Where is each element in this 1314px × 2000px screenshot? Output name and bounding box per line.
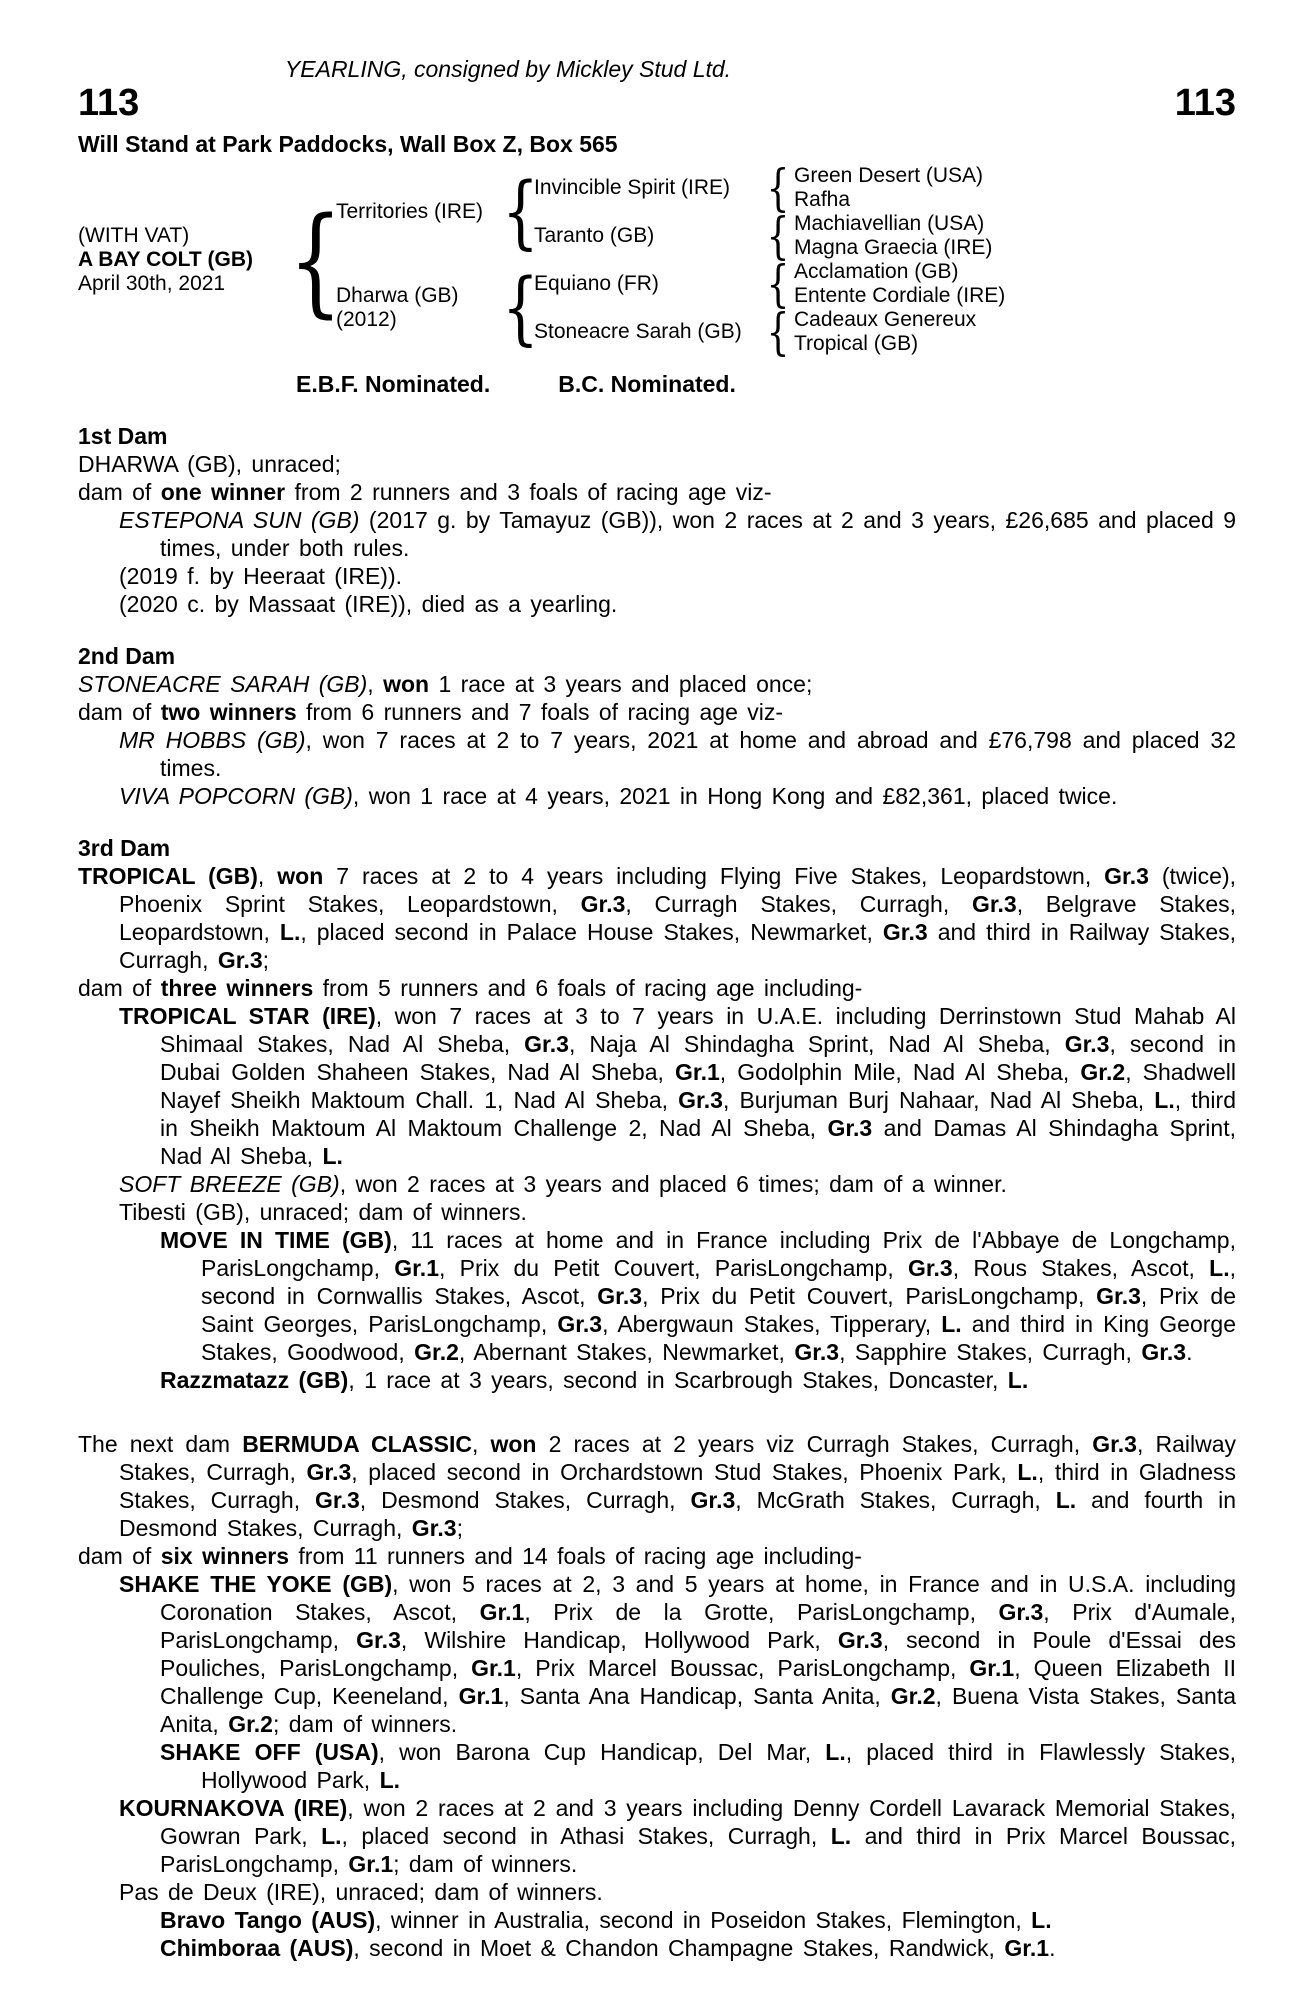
text-run: , won 1 race at 4 years, 2021 in Hong Kong and £82,361, placed twice. — [352, 783, 1118, 809]
brace-sire-sire — [762, 159, 794, 217]
text-run: , Prix du Petit Couvert, ParisLongchamp, — [642, 1283, 1097, 1309]
text-run: Gr.3 — [1092, 1431, 1137, 1457]
text-run: , Belgrave Stakes, Leopardstown, — [119, 891, 1236, 945]
text-run: Gr.3 — [678, 1087, 723, 1113]
text-run: Gr.1 — [969, 1655, 1015, 1681]
text-run: Gr.3 — [998, 1599, 1044, 1625]
text-run: STONEACRE SARAH (GB) — [78, 671, 368, 697]
text-run: L. — [321, 1823, 342, 1849]
pedigree-sections — [78, 422, 1236, 1962]
text-run: , placed third in Flawlessly Stakes, Hollywood Park, — [201, 1739, 1236, 1793]
dam-section — [78, 1430, 1236, 1962]
dam-sire-name: Equiano (FR) — [534, 272, 659, 295]
text-run: , Prix de Saint Georges, ParisLongchamp, — [201, 1283, 1236, 1337]
pedigree-paragraph — [78, 1170, 1236, 1198]
great-granddam: Rafha — [794, 188, 851, 211]
text-run: (2019 f. by Heeraat (IRE)). — [119, 563, 402, 589]
text-run: TROPICAL (GB) — [78, 863, 258, 889]
text-run: Gr.2 — [228, 1711, 273, 1737]
pedigree-paragraph — [78, 1542, 1236, 1570]
brace-dam-dam — [762, 303, 794, 361]
text-run: Gr.3 — [827, 1115, 873, 1141]
text-run: L. — [322, 1143, 343, 1169]
text-run: Gr.2 — [1080, 1059, 1126, 1085]
dam-dam-name: Stoneacre Sarah (GB) — [534, 320, 742, 343]
brace-dam-sire — [762, 255, 794, 313]
text-run: , McGrath Stakes, Curragh, — [735, 1487, 1056, 1513]
pedigree-paragraph — [78, 478, 1236, 506]
great-grandsire: Machiavellian (USA) — [794, 212, 985, 235]
text-run: dam of — [78, 699, 161, 725]
text-run: Gr.1 — [1004, 1935, 1050, 1961]
text-run: , Sapphire Stakes, Curragh, — [839, 1339, 1142, 1365]
grandparent-pair — [794, 164, 1236, 212]
dam-heading: 3rd Dam — [78, 835, 171, 861]
text-run: , Queen Elizabeth II Challenge Cup, Keeneland, — [160, 1655, 1237, 1709]
text-run: L. — [1031, 1907, 1052, 1933]
lot-number-right: 113 — [1174, 82, 1236, 124]
brace-sire-dam — [762, 207, 794, 265]
text-run: , Rous Stakes, Ascot, — [952, 1255, 1210, 1281]
text-run: , placed second in Athasi Stakes, Curragh, — [341, 1823, 831, 1849]
text-run: , Abernant Stakes, Newmarket, — [458, 1339, 795, 1365]
text-run: , 1 race at 3 years, second in Scarbrough Stakes, Doncaster, — [348, 1367, 1008, 1393]
pedigree-paragraph — [78, 1570, 1236, 1738]
text-run: , won 2 races at 2 and 3 years including Denny Cordell Lavarack Memorial Stakes, Gowran Park, — [160, 1795, 1236, 1849]
text-run: Gr.3 — [597, 1283, 643, 1309]
bc-nomination: B.C. Nominated. — [558, 371, 736, 397]
text-run: , Shadwell Nayef Sheikh Maktoum Chall. 1, Nad Al Sheba, — [160, 1059, 1237, 1113]
text-run: dam of — [78, 479, 161, 505]
pedigree-paragraph — [78, 726, 1236, 782]
text-run: Gr.3 — [971, 891, 1017, 917]
text-run: , won 5 races at 2, 3 and 5 years at home, in France and in U.S.A. including Coronation Stakes, Ascot, — [160, 1571, 1236, 1625]
text-run: , winner in Australia, second in Poseidon Stakes, Flemington, — [375, 1907, 1032, 1933]
text-run: MOVE IN TIME (GB) — [160, 1227, 392, 1253]
text-run: Gr.3 — [411, 1515, 457, 1541]
text-run: L. — [941, 1311, 962, 1337]
text-run: , Prix du Petit Couvert, ParisLongchamp, — [439, 1255, 908, 1281]
stand-location: Will Stand at Park Paddocks, Wall Box Z, Box 565 — [78, 131, 618, 157]
text-run: won — [383, 671, 430, 697]
text-run: L. — [1017, 1459, 1038, 1485]
brace-glyph: { — [766, 303, 790, 361]
text-run: ; — [262, 947, 270, 973]
pedigree-paragraph — [78, 974, 1236, 1002]
text-run: , Desmond Stakes, Curragh, — [359, 1487, 691, 1513]
consignor-line: YEARLING, consigned by Mickley Stud Ltd. — [284, 56, 732, 82]
text-run: and third in King George Stakes, Goodwood, — [201, 1311, 1236, 1365]
pedigree-paragraph — [78, 1906, 1236, 1934]
text-run: Gr.1 — [348, 1851, 394, 1877]
text-run: , second in Dubai Golden Shaheen Stakes, Nad Al Sheba, — [160, 1031, 1236, 1085]
text-run: from 11 runners and 14 foals of racing age including- — [289, 1543, 862, 1569]
text-run: SOFT BREEZE (GB) — [119, 1171, 340, 1197]
text-run: Gr.3 — [356, 1627, 401, 1653]
text-run: Razzmatazz (GB) — [160, 1367, 349, 1393]
text-run: Gr.3 — [315, 1487, 360, 1513]
text-run: Gr.3 — [794, 1339, 840, 1365]
dam-year: (2012) — [336, 308, 397, 331]
brace-glyph: { — [766, 255, 790, 313]
pedigree-paragraph — [78, 1934, 1236, 1962]
text-run: L. — [379, 1767, 401, 1793]
text-run: L. — [830, 1823, 852, 1849]
text-run: , Prix de la Grotte, ParisLongchamp, — [524, 1599, 999, 1625]
grandparent-pair — [794, 260, 1236, 308]
ebf-nomination: E.B.F. Nominated. — [296, 371, 491, 397]
colt-details — [78, 164, 296, 356]
text-run: , Santa Ana Handicap, Santa Anita, — [503, 1683, 891, 1709]
text-run: . — [1049, 1935, 1056, 1961]
text-run: L. — [1154, 1087, 1175, 1113]
text-run: . — [1186, 1339, 1193, 1365]
text-run: , won 7 races at 2 to 7 years, 2021 at home and abroad and £76,798 and placed 32 times. — [160, 727, 1236, 781]
text-run: , second in Poule d'Essai des Pouliches, ParisLongchamp, — [160, 1627, 1236, 1681]
text-run: Gr.3 — [217, 947, 263, 973]
dam-cell — [336, 260, 506, 356]
text-run: Pas de Deux (IRE), unraced; dam of winners. — [119, 1879, 603, 1905]
text-run: MR HOBBS (GB) — [119, 727, 306, 753]
brace-glyph: { — [766, 159, 790, 217]
brace-main — [288, 164, 344, 356]
text-run: SHAKE THE YOKE (GB) — [119, 1571, 393, 1597]
text-run: (2020 c. by Massaat (IRE)), died as a yearling. — [119, 591, 618, 617]
text-run: Gr.1 — [458, 1683, 504, 1709]
text-run: Gr.3 — [907, 1255, 953, 1281]
dam-heading: 1st Dam — [78, 423, 168, 449]
text-run: L. — [279, 919, 301, 945]
text-run: Gr.1 — [479, 1599, 525, 1625]
text-run: , 11 races at home and in France including Prix de l'Abbaye de Longchamp, ParisLongchamp, — [201, 1227, 1236, 1281]
brace-glyph: { — [288, 191, 344, 329]
text-run: DHARWA (GB), unraced; — [78, 451, 341, 477]
text-run: from 6 runners and 7 foals of racing age viz- — [296, 699, 784, 725]
text-run: , Abergwaun Stakes, Tipperary, — [602, 1311, 942, 1337]
great-granddam: Tropical (GB) — [794, 332, 919, 355]
text-run: ; — [456, 1515, 463, 1541]
text-run: Gr.3 — [1096, 1283, 1141, 1309]
brace-glyph: { — [766, 207, 790, 265]
brace-glyph: { — [501, 165, 539, 258]
pedigree-paragraph — [78, 1366, 1236, 1394]
brace-glyph: { — [501, 261, 539, 354]
great-granddam: Magna Graecia (IRE) — [794, 236, 993, 259]
text-run: Gr.3 — [306, 1459, 352, 1485]
text-run: ; dam of winners. — [272, 1711, 458, 1737]
grandparent-pair — [794, 212, 1236, 260]
text-run: , Godolphin Mile, Nad Al Sheba, — [719, 1059, 1081, 1085]
text-run: , Prix Marcel Boussac, ParisLongchamp, — [515, 1655, 970, 1681]
dam-section — [78, 422, 1236, 618]
text-run: , won 7 races at 3 to 7 years in U.A.E. including Derrinstown Stud Mahab Al Shimaal Stakes, Nad Al Sheba, — [160, 1003, 1236, 1057]
lot-number-row — [78, 84, 1236, 122]
text-run: won — [490, 1431, 537, 1457]
text-run: dam of — [78, 975, 161, 1001]
text-run: (twice), Phoenix Sprint Stakes, Leopardstown, — [119, 863, 1237, 917]
text-run: Gr.3 — [1141, 1339, 1187, 1365]
text-run: Gr.3 — [557, 1311, 603, 1337]
brace-dam — [501, 260, 539, 356]
vat-note: (WITH VAT) — [78, 224, 190, 247]
text-run: , — [367, 671, 384, 697]
text-run: six winners — [160, 1543, 289, 1569]
text-run: 7 races at 2 to 4 years including Flying Five Stakes, Leopardstown, — [323, 863, 1105, 889]
text-run: L. — [825, 1739, 846, 1765]
text-run: (2017 g. by Tamayuz (GB)), won 2 races at 2 and 3 years, £26,685 and placed 9 times, under both rules. — [160, 507, 1236, 561]
pedigree-paragraph — [78, 1430, 1236, 1542]
text-run: and third in Prix Marcel Boussac, ParisLongchamp, — [160, 1823, 1237, 1877]
pedigree-paragraph — [78, 862, 1236, 974]
dam-sire-cell — [534, 260, 762, 308]
text-run: , Burjuman Burj Nahaar, Nad Al Sheba, — [722, 1087, 1155, 1113]
dam-dam-cell — [534, 308, 762, 356]
text-run: , third in Gladness Stakes, Curragh, — [119, 1459, 1236, 1513]
text-run: Gr.3 — [882, 919, 928, 945]
pedigree-paragraph — [78, 1226, 1236, 1366]
pedigree-paragraph — [78, 562, 1236, 590]
text-run: and fourth in Desmond Stakes, Curragh, — [119, 1487, 1237, 1541]
brace-sire — [501, 164, 539, 260]
pedigree-paragraph — [78, 1198, 1236, 1226]
text-run: one winner — [160, 479, 286, 505]
text-run: , Prix d'Aumale, ParisLongchamp, — [160, 1599, 1236, 1653]
foaling-date: April 30th, 2021 — [78, 272, 226, 295]
text-run: three winners — [160, 975, 314, 1001]
text-run: from 5 runners and 6 foals of racing age including- — [313, 975, 863, 1001]
text-run: , — [257, 863, 278, 889]
sire-sire-name: Invincible Spirit (IRE) — [534, 176, 731, 199]
great-granddam: Entente Cordiale (IRE) — [794, 284, 1006, 307]
sire-dam-cell — [534, 212, 762, 260]
text-run: Gr.1 — [471, 1655, 516, 1681]
text-run: TROPICAL STAR (IRE) — [119, 1003, 376, 1029]
text-run: , Wilshire Handicap, Hollywood Park, — [400, 1627, 838, 1653]
pedigree-paragraph — [78, 698, 1236, 726]
sire-cell — [336, 164, 506, 260]
text-run: Gr.3 — [837, 1627, 883, 1653]
text-run: Gr.3 — [1104, 863, 1149, 889]
dam-heading: 2nd Dam — [78, 643, 176, 669]
text-run: , won 2 races at 3 years and placed 6 times; dam of a winner. — [339, 1171, 1007, 1197]
text-run: , Curragh Stakes, Curragh, — [625, 891, 972, 917]
text-run: SHAKE OFF (USA) — [160, 1739, 379, 1765]
pedigree-paragraph — [78, 782, 1236, 810]
text-run: ; dam of winners. — [393, 1851, 578, 1877]
lot-number-left: 113 — [78, 82, 140, 124]
text-run: Gr.1 — [394, 1255, 439, 1281]
text-run: , Buena Vista Stakes, Santa Anita, — [160, 1683, 1237, 1737]
text-run: KOURNAKOVA (IRE) — [119, 1795, 348, 1821]
dam-section — [78, 834, 1236, 1394]
text-run: Gr.3 — [580, 891, 626, 917]
sire-name: Territories (IRE) — [336, 200, 484, 223]
pedigree-paragraph — [78, 1794, 1236, 1878]
nominations-line — [78, 370, 1236, 398]
pedigree-table — [78, 159, 1236, 361]
text-run: VIVA POPCORN (GB) — [119, 783, 353, 809]
pedigree-paragraph — [78, 1002, 1236, 1170]
text-run: L. — [1055, 1487, 1077, 1513]
text-run: , second in Moet & Chandon Champagne Stakes, Randwick, — [353, 1935, 1005, 1961]
pedigree-paragraph — [78, 1878, 1236, 1906]
sire-sire-cell — [534, 164, 762, 212]
text-run: The next dam — [78, 1431, 243, 1457]
text-run: Gr.3 — [690, 1487, 736, 1513]
text-run: dam of — [78, 1543, 161, 1569]
text-run: Gr.2 — [890, 1683, 936, 1709]
text-run: 1 race at 3 years and placed once; — [429, 671, 813, 697]
text-run: and third in Railway Stakes, Curragh, — [119, 919, 1237, 973]
sire-dam-name: Taranto (GB) — [534, 224, 655, 247]
text-run: , second in Cornwallis Stakes, Ascot, — [201, 1255, 1236, 1309]
great-grandsire: Cadeaux Genereux — [794, 308, 977, 331]
text-run: L. — [1209, 1255, 1230, 1281]
pedigree-paragraph — [78, 450, 1236, 478]
text-run: Gr.3 — [1064, 1031, 1110, 1057]
text-run: , placed second in Orchardstown Stud Stakes, Phoenix Park, — [351, 1459, 1018, 1485]
great-grandsire: Acclamation (GB) — [794, 260, 959, 283]
text-run: two winners — [160, 699, 297, 725]
pedigree-paragraph — [78, 590, 1236, 618]
text-run: won — [277, 863, 324, 889]
text-run: , third in Sheikh Maktoum Al Maktoum Challenge 2, Nad Al Sheba, — [160, 1087, 1236, 1141]
text-run: Gr.2 — [414, 1339, 459, 1365]
dam-name: Dharwa (GB) — [336, 284, 459, 307]
text-run: BERMUDA CLASSIC — [242, 1431, 472, 1457]
pedigree-paragraph — [78, 506, 1236, 562]
text-run: and Damas Al Shindagha Sprint, Nad Al Sheba, — [160, 1115, 1236, 1169]
text-run: , — [471, 1431, 491, 1457]
text-run: Tibesti (GB), unraced; dam of winners. — [119, 1199, 527, 1225]
text-run: , placed second in Palace House Stakes, Newmarket, — [300, 919, 883, 945]
grandparent-pair — [794, 308, 1236, 356]
text-run: Gr.1 — [675, 1059, 720, 1085]
great-grandsire: Green Desert (USA) — [794, 164, 984, 187]
pedigree-paragraph — [78, 1738, 1236, 1794]
colt-name: A BAY COLT (GB) — [78, 248, 254, 271]
text-run: , won Barona Cup Handicap, Del Mar, — [378, 1739, 826, 1765]
text-run: Gr.3 — [524, 1031, 569, 1057]
text-run: ESTEPONA SUN (GB) — [119, 507, 360, 533]
text-run: , Railway Stakes, Curragh, — [119, 1431, 1236, 1485]
text-run: from 2 runners and 3 foals of racing age viz- — [285, 479, 772, 505]
text-run: Bravo Tango (AUS) — [160, 1907, 376, 1933]
text-run: L. — [1007, 1367, 1029, 1393]
text-run: , Naja Al Shindagha Sprint, Nad Al Sheba, — [568, 1031, 1065, 1057]
dam-section — [78, 642, 1236, 810]
pedigree-paragraph — [78, 670, 1236, 698]
text-run: 2 races at 2 years viz Curragh Stakes, Curragh, — [536, 1431, 1093, 1457]
text-run: Chimboraa (AUS) — [160, 1935, 354, 1961]
